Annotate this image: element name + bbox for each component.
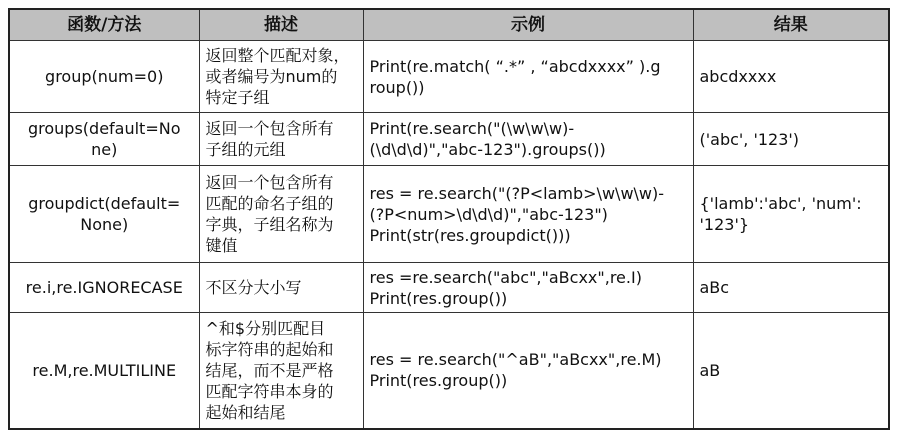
example-cell xyxy=(363,313,693,429)
result-text: ('abc', '123') xyxy=(699,129,800,149)
table-row xyxy=(9,313,889,429)
method-text: ne) xyxy=(91,140,118,159)
example-code: res = re.search("(?P<lamb>\w\w\w)- xyxy=(369,183,665,203)
method-cell xyxy=(9,113,199,166)
example-cell xyxy=(363,113,693,166)
description-text: 子组的元组 xyxy=(205,140,286,159)
example-code: Print(re.match( “.*” , “abcdxxxx” ).g xyxy=(369,56,661,76)
example-code: res =re.search("abc","aBcxx",re.I) xyxy=(369,267,642,287)
method-text: re.i,re.IGNORECASE xyxy=(25,278,183,297)
example-code: res = re.search("^aB","aBcxx",re.M) xyxy=(369,350,662,370)
result-text: '123'} xyxy=(699,215,750,234)
method-text: group(num=0) xyxy=(45,67,164,86)
description-text: 匹配的命名子组的 xyxy=(205,194,334,213)
header-description: 描述 xyxy=(199,9,363,41)
header-result: 结果 xyxy=(693,9,889,41)
description-text: 结尾，而不是严格 xyxy=(205,360,334,380)
result-text: aB xyxy=(699,360,721,380)
description-text: 键值 xyxy=(205,236,238,255)
result-cell xyxy=(693,263,889,313)
method-text: groupdict(default= xyxy=(28,194,181,213)
description-cell xyxy=(199,166,363,263)
result-text: abcdxxxx xyxy=(699,67,777,86)
method-cell xyxy=(9,41,199,113)
regex-methods-table xyxy=(8,8,890,430)
method-cell xyxy=(9,263,199,313)
table-row xyxy=(9,41,889,113)
method-cell xyxy=(9,313,199,429)
description-text: ^和$分别匹配目 xyxy=(205,318,326,338)
example-cell xyxy=(363,263,693,313)
example-cell xyxy=(363,41,693,113)
description-cell xyxy=(199,41,363,113)
table-row xyxy=(9,166,889,263)
description-text: 起始和结尾 xyxy=(205,402,286,422)
description-text: 返回一个包含所有 xyxy=(205,173,334,192)
result-cell xyxy=(693,113,889,166)
result-text: aBc xyxy=(699,278,730,297)
description-cell xyxy=(199,263,363,313)
result-cell xyxy=(693,313,889,429)
result-cell xyxy=(693,166,889,263)
table-row xyxy=(9,113,889,166)
example-cell xyxy=(363,166,693,263)
header-row xyxy=(9,9,889,41)
method-text: re.M,re.MULTILINE xyxy=(32,360,177,380)
description-text: 返回整个匹配对象， xyxy=(205,46,350,65)
method-text: None) xyxy=(80,215,129,234)
description-text: 不区分大小写 xyxy=(205,278,302,297)
description-text: 返回一个包含所有 xyxy=(205,119,334,138)
result-text: {'lamb':'abc', 'num': xyxy=(699,194,862,213)
example-code: Print(res.group()) xyxy=(369,288,508,308)
example-code: Print(res.group()) xyxy=(369,371,508,391)
description-text: 字典，子组名称为 xyxy=(205,215,334,234)
result-cell xyxy=(693,41,889,113)
method-text: groups(default=No xyxy=(27,119,181,138)
example-code: (?P<num>\d\d\d)","abc-123") xyxy=(369,204,608,224)
method-cell xyxy=(9,166,199,263)
header-example: 示例 xyxy=(363,9,693,41)
example-code: Print(str(res.groupdict())) xyxy=(369,225,571,245)
header-method: 函数/方法 xyxy=(9,9,199,41)
example-code: (\d\d\d)","abc-123").groups()) xyxy=(369,140,606,159)
table-row xyxy=(9,263,889,313)
example-code: Print(re.search("(\w\w\w)- xyxy=(369,119,575,138)
description-text: 标字符串的起始和 xyxy=(205,339,334,359)
description-cell xyxy=(199,113,363,166)
example-code: roup()) xyxy=(369,77,425,97)
description-text: 或者编号为num的 xyxy=(205,67,338,86)
description-text: 特定子组 xyxy=(205,88,270,107)
description-text: 匹配字符串本身的 xyxy=(205,381,334,401)
description-cell xyxy=(199,313,363,429)
